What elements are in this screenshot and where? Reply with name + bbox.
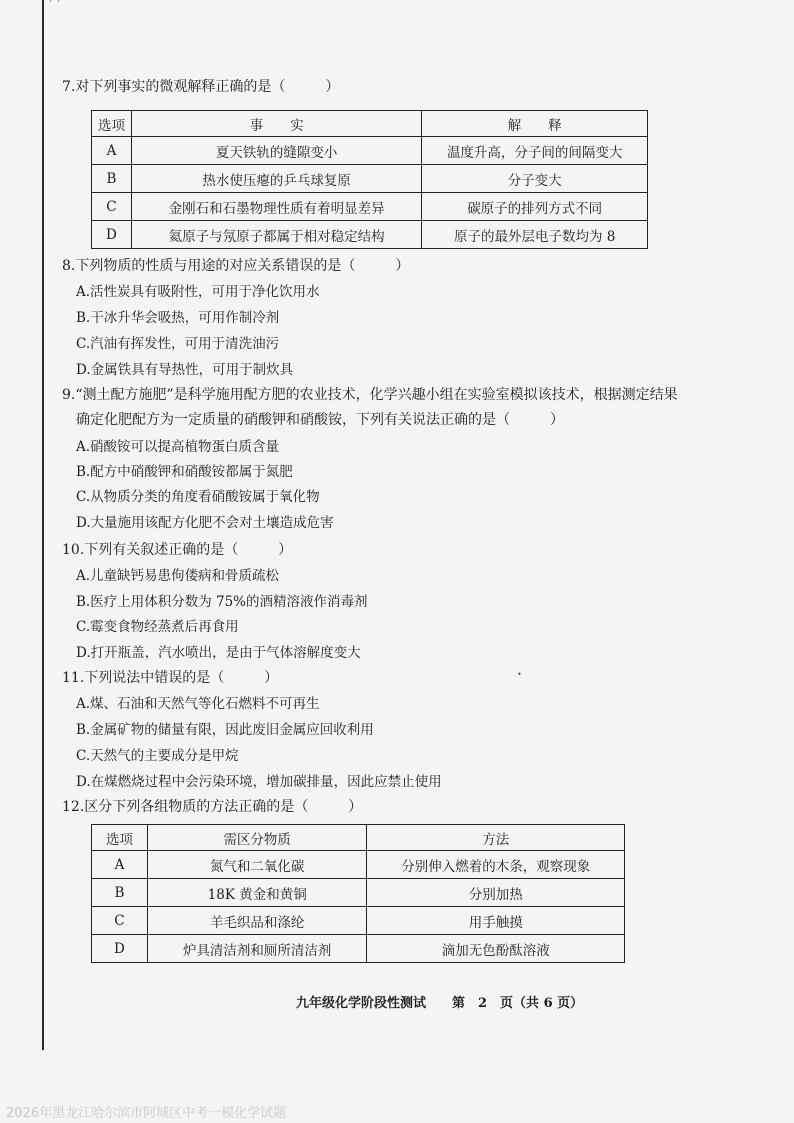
watermark-caption: 2026年黑龙江哈尔滨市阿城区中考一模化学试题 bbox=[6, 1106, 287, 1121]
table-cell: 分子变大 bbox=[422, 165, 648, 193]
table-row bbox=[92, 221, 648, 249]
page-footer: 九年级化学阶段性测试 第 2 页（共 6 页） bbox=[296, 996, 584, 1011]
table-cell: D bbox=[92, 221, 132, 249]
binding-margin-line bbox=[42, 0, 44, 1050]
table-cell: D bbox=[92, 935, 148, 963]
table-cell: 炉具清洁剂和厕所清洁剂 bbox=[147, 935, 367, 963]
table-cell: 分别伸入燃着的木条，观察现象 bbox=[367, 851, 625, 879]
table-cell: 18K 黄金和黄铜 bbox=[147, 879, 367, 907]
table-cell: C bbox=[92, 193, 132, 221]
question-10-option-c: C.霉变食物经蒸煮后再食用 bbox=[76, 619, 239, 635]
question-10-stem: 10.下列有关叙述正确的是（ ） bbox=[62, 542, 293, 558]
question-7-stem: 7.对下列事实的微观解释正确的是（ ） bbox=[62, 79, 340, 95]
question-11-option-a: A.煤、石油和天然气等化石燃料不可再生 bbox=[76, 696, 320, 712]
table-cell: 滴加无色酚酞溶液 bbox=[367, 935, 625, 963]
question-9-option-c: C.从物质分类的角度看硝酸铵属于氧化物 bbox=[76, 489, 320, 505]
table-header-row bbox=[92, 111, 648, 137]
table-cell: 分别加热 bbox=[367, 879, 625, 907]
question-11-option-c: C.天然气的主要成分是甲烷 bbox=[76, 748, 239, 764]
table-row bbox=[92, 907, 625, 935]
question-8-stem: 8.下列物质的性质与用途的对应关系错误的是（ ） bbox=[62, 258, 410, 274]
question-10-option-b: B.医疗上用体积分数为 75%的酒精溶液作消毒剂 bbox=[76, 594, 368, 610]
question-11-option-b: B.金属矿物的储量有限，因此废旧金属应回收利用 bbox=[76, 722, 374, 738]
question-9-stem-line-1: 9.“测土配方施肥”是科学施用配方肥的农业技术，化学兴趣小组在实验室模拟该技术，根据测定结果 bbox=[62, 387, 678, 403]
question-9-stem-line-2: 确定化肥配方为一定质量的硝酸钾和硝酸铵，下列有关说法正确的是（ ） bbox=[76, 412, 564, 428]
table-row bbox=[92, 879, 625, 907]
table-row bbox=[92, 851, 625, 879]
table-cell: B bbox=[92, 165, 132, 193]
question-10-option-d: D.打开瓶盖，汽水喷出，是由于气体溶解度变大 bbox=[76, 645, 361, 661]
table-cell: 温度升高，分子间的间隔变大 bbox=[422, 137, 648, 165]
table-header-row bbox=[92, 825, 625, 851]
table-row bbox=[92, 165, 648, 193]
question-7-table bbox=[91, 110, 648, 249]
table-header: 选项 bbox=[92, 825, 148, 851]
table-row bbox=[92, 137, 648, 165]
question-12-stem: 12.区分下列各组物质的方法正确的是（ ） bbox=[62, 799, 363, 815]
table-cell: 热水使压瘪的乒乓球复原 bbox=[131, 165, 421, 193]
question-8-option-c: C.汽油有挥发性，可用于清洗油污 bbox=[76, 336, 280, 352]
question-12-table bbox=[91, 824, 625, 963]
table-header: 需区分物质 bbox=[147, 825, 367, 851]
question-10-option-a: A.儿童缺钙易患佝偻病和骨质疏松 bbox=[76, 568, 280, 584]
table-header: 选项 bbox=[92, 111, 132, 137]
question-8-option-b: B.干冰升华会吸热，可用作制冷剂 bbox=[76, 310, 280, 326]
table-cell: B bbox=[92, 879, 148, 907]
table-cell: 金刚石和石墨物理性质有着明显差异 bbox=[131, 193, 421, 221]
table-header: 方法 bbox=[367, 825, 625, 851]
table-row bbox=[92, 935, 625, 963]
table-cell: 夏天铁轨的缝隙变小 bbox=[131, 137, 421, 165]
question-9-option-b: B.配方中硝酸钾和硝酸铵都属于氮肥 bbox=[76, 464, 293, 480]
table-cell: 羊毛织品和涤纶 bbox=[147, 907, 367, 935]
scan-speck: • bbox=[517, 670, 522, 679]
table-header: 事 实 bbox=[131, 111, 421, 137]
table-header: 解 释 bbox=[422, 111, 648, 137]
table-cell: A bbox=[92, 137, 132, 165]
corner-marks: ˙ ˙ bbox=[48, 0, 62, 11]
question-8-option-a: A.活性炭具有吸附性，可用于净化饮用水 bbox=[76, 284, 320, 300]
table-row bbox=[92, 193, 648, 221]
table-cell: 氦原子与氖原子都属于相对稳定结构 bbox=[131, 221, 421, 249]
question-11-stem: 11.下列说法中错误的是（ ） bbox=[62, 670, 279, 686]
table-cell: 碳原子的排列方式不同 bbox=[422, 193, 648, 221]
table-cell: A bbox=[92, 851, 148, 879]
question-11-option-d: D.在煤燃烧过程中会污染环境，增加碳排量，因此应禁止使用 bbox=[76, 774, 442, 790]
table-cell: 氮气和二氧化碳 bbox=[147, 851, 367, 879]
table-cell: C bbox=[92, 907, 148, 935]
table-cell: 用手触摸 bbox=[367, 907, 625, 935]
question-8-option-d: D.金属铁具有导热性，可用于制炊具 bbox=[76, 362, 294, 378]
table-cell: 原子的最外层电子数均为 8 bbox=[422, 221, 648, 249]
question-9-option-a: A.硝酸铵可以提高植物蛋白质含量 bbox=[76, 439, 280, 455]
question-9-option-d: D.大量施用该配方化肥不会对土壤造成危害 bbox=[76, 515, 334, 531]
